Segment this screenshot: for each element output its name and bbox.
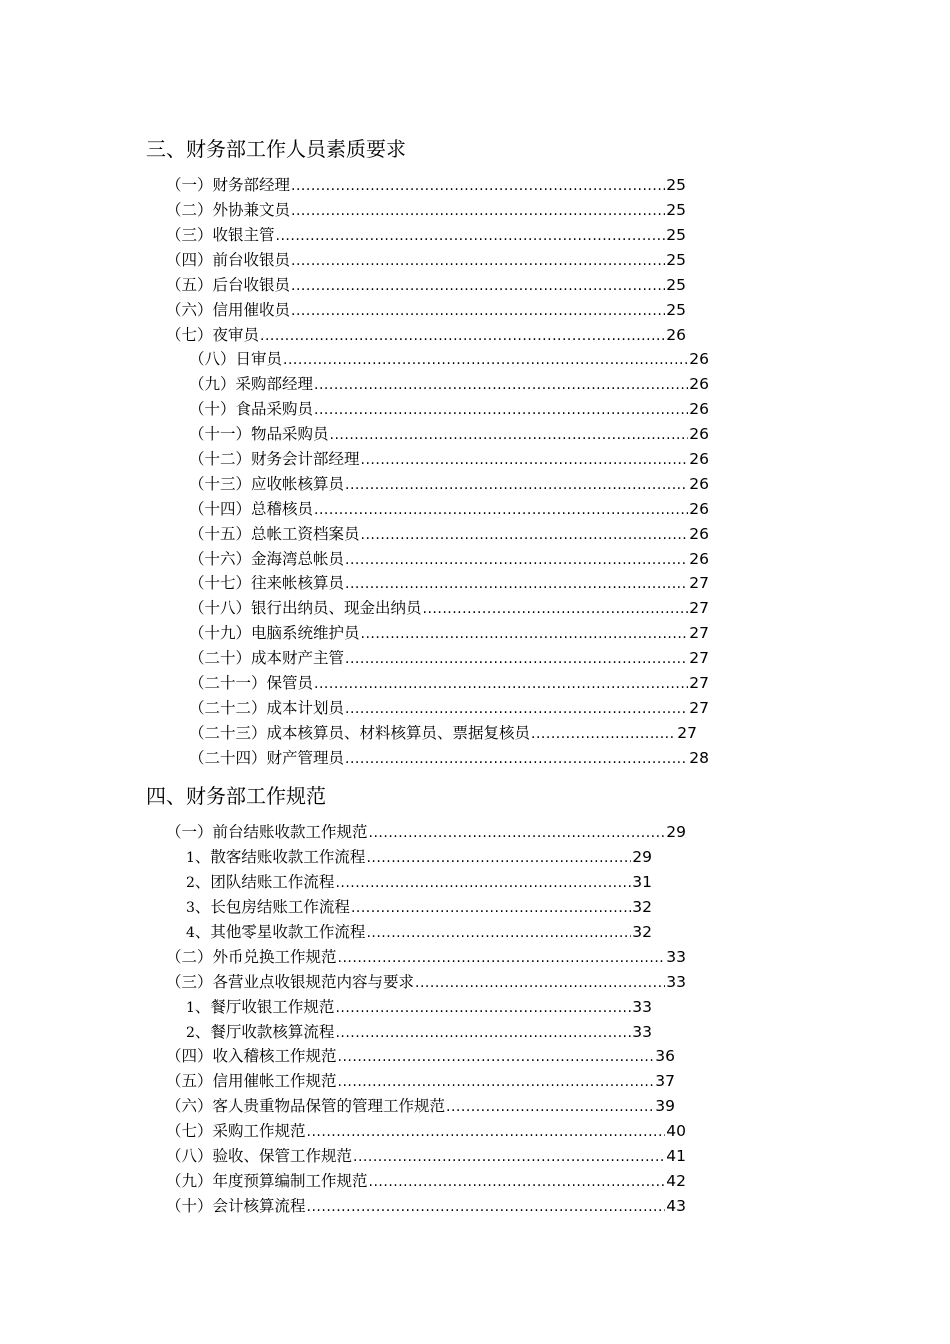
dot-leader <box>345 696 688 722</box>
toc-entry-number: 2 <box>186 875 195 891</box>
toc-entry-label: （四）收入稽核工作规范 <box>166 1047 337 1065</box>
toc-entry[interactable] <box>166 173 686 198</box>
toc-entry-page: 26 <box>689 450 709 468</box>
toc-entry[interactable] <box>166 1144 686 1169</box>
toc-entry-page: 32 <box>632 898 652 916</box>
toc-entry-page: 26 <box>689 500 709 518</box>
toc-entry-label: （九）采购部经理 <box>189 375 314 393</box>
dot-leader <box>415 970 665 996</box>
toc-entry-page: 28 <box>689 749 709 767</box>
toc-entry[interactable] <box>189 547 709 572</box>
toc-entry-page: 27 <box>689 599 709 617</box>
toc-entry[interactable] <box>166 198 686 223</box>
dot-leader <box>345 472 688 498</box>
dot-leader <box>314 497 688 523</box>
dot-leader <box>345 646 688 672</box>
toc-entry-label: 1、餐厅收银工作规范 <box>186 998 335 1016</box>
toc-entry-label: 3、长包房结账工作流程 <box>186 898 350 916</box>
toc-entry[interactable] <box>166 1194 686 1219</box>
toc-entry[interactable] <box>166 273 686 298</box>
toc-entry[interactable] <box>189 621 709 646</box>
toc-entry-page: 26 <box>666 326 686 344</box>
toc-entry-page: 25 <box>666 301 686 319</box>
toc-entry-label: （九）年度预算编制工作规范 <box>166 1172 368 1190</box>
dot-leader <box>307 1119 666 1145</box>
dot-leader <box>351 895 631 921</box>
dot-leader <box>291 248 665 274</box>
dot-leader <box>307 1194 666 1220</box>
toc-entry[interactable] <box>166 1069 675 1094</box>
toc-entry-page: 33 <box>632 998 652 1016</box>
dot-leader <box>366 920 631 946</box>
toc-entry[interactable] <box>186 920 652 945</box>
toc-entry-label: （二）外协兼文员 <box>166 201 291 219</box>
toc-entry-label: （三）各营业点收银规范内容与要求 <box>166 973 415 991</box>
toc-entry-page: 26 <box>689 550 709 568</box>
dot-leader <box>314 372 688 398</box>
toc-entry-label: 1、散客结账收款工作流程 <box>186 848 366 866</box>
toc-entry-number: 1 <box>186 850 195 866</box>
dot-leader <box>314 671 688 697</box>
dot-leader <box>446 1094 654 1120</box>
toc-entry[interactable] <box>189 372 709 397</box>
toc-entry[interactable] <box>186 845 652 870</box>
toc-entry-label: （八）验收、保管工作规范 <box>166 1147 353 1165</box>
toc-entry-number: 3 <box>186 900 195 916</box>
toc-entry-page: 37 <box>655 1072 675 1090</box>
toc-entry[interactable] <box>166 945 686 970</box>
toc-entry[interactable] <box>189 347 709 372</box>
dot-leader <box>291 273 665 299</box>
section-heading: 三、财务部工作人员素质要求 <box>146 137 406 161</box>
toc-entry[interactable] <box>189 671 709 696</box>
toc-entry-page: 25 <box>666 201 686 219</box>
toc-entry[interactable] <box>166 1044 675 1069</box>
toc-entry[interactable] <box>166 820 686 845</box>
toc-entry-label: （一）前台结账收款工作规范 <box>166 823 368 841</box>
dot-leader <box>335 870 631 896</box>
dot-leader <box>291 198 665 224</box>
dot-leader <box>345 547 688 573</box>
dot-leader <box>531 721 676 747</box>
toc-entry[interactable] <box>189 447 709 472</box>
toc-entry-label: （八）日审员 <box>189 350 283 368</box>
toc-entry-label: （四）前台收银员 <box>166 251 291 269</box>
toc-entry[interactable] <box>166 1094 675 1119</box>
toc-entry-label: 2、团队结账工作流程 <box>186 873 335 891</box>
dot-leader <box>330 422 689 448</box>
toc-entry-label: （二十）成本财产主管 <box>189 649 345 667</box>
toc-entry[interactable] <box>189 472 709 497</box>
toc-entry-page: 29 <box>666 823 686 841</box>
toc-entry[interactable] <box>166 970 686 995</box>
toc-entry-page: 42 <box>666 1172 686 1190</box>
dot-leader <box>353 1144 665 1170</box>
toc-entry[interactable] <box>166 248 686 273</box>
toc-entry-page: 26 <box>689 525 709 543</box>
toc-entry-page: 43 <box>666 1197 686 1215</box>
dot-leader <box>369 820 666 846</box>
dot-leader <box>366 845 631 871</box>
toc-entry-page: 36 <box>655 1047 675 1065</box>
toc-entry-page: 25 <box>666 251 686 269</box>
toc-entry-label: （十六）金海湾总帐员 <box>189 550 345 568</box>
dot-leader <box>345 746 688 772</box>
toc-entry-label: （五）信用催帐工作规范 <box>166 1072 337 1090</box>
toc-entry[interactable] <box>166 323 686 348</box>
section-heading: 四、财务部工作规范 <box>146 784 326 808</box>
toc-entry-page: 33 <box>632 1023 652 1041</box>
toc-entry[interactable] <box>166 1119 686 1144</box>
toc-entry-page: 25 <box>666 176 686 194</box>
dot-leader <box>335 995 631 1021</box>
toc-entry-page: 26 <box>689 350 709 368</box>
toc-entry-page: 33 <box>666 973 686 991</box>
toc-entry-label: （十）食品采购员 <box>189 400 314 418</box>
toc-entry-page: 27 <box>689 674 709 692</box>
dot-leader <box>361 621 689 647</box>
toc-entry-number: 1 <box>186 1000 195 1016</box>
toc-entry[interactable] <box>189 596 709 621</box>
toc-entry-label: （三）收银主管 <box>166 226 275 244</box>
toc-entry[interactable] <box>189 571 709 596</box>
toc-entry-number: 2 <box>186 1025 195 1041</box>
toc-entry[interactable] <box>186 1020 652 1045</box>
toc-entry-label: 4、其他零星收款工作流程 <box>186 923 366 941</box>
toc-entry-label: （十五）总帐工资档案员 <box>189 525 360 543</box>
toc-entry-number: 4 <box>186 925 195 941</box>
toc-entry-label: （十四）总稽核员 <box>189 500 314 518</box>
toc-entry-label: （二十一）保管员 <box>189 674 314 692</box>
dot-leader <box>338 945 666 971</box>
dot-leader <box>260 323 665 349</box>
dot-leader <box>369 1169 666 1195</box>
toc-entry-label: （六）信用催收员 <box>166 301 291 319</box>
toc-entry[interactable] <box>189 497 709 522</box>
toc-entry-label: （二十四）财产管理员 <box>189 749 345 767</box>
toc-entry-label: （十二）财务会计部经理 <box>189 450 360 468</box>
toc-entry-label: （二十二）成本计划员 <box>189 699 345 717</box>
toc-entry-page: 27 <box>689 649 709 667</box>
toc-entry[interactable] <box>186 870 652 895</box>
toc-entry-page: 32 <box>632 923 652 941</box>
toc-entry-page: 31 <box>632 873 652 891</box>
toc-entry[interactable] <box>166 1169 686 1194</box>
toc-entry-label: （十一）物品采购员 <box>189 425 329 443</box>
toc-entry[interactable] <box>189 696 709 721</box>
toc-entry-label: （十三）应收帐核算员 <box>189 475 345 493</box>
toc-entry-page: 27 <box>677 724 697 742</box>
toc-entry-page: 26 <box>689 475 709 493</box>
dot-leader <box>338 1044 655 1070</box>
toc-entry-label: （十七）往来帐核算员 <box>189 574 345 592</box>
dot-leader <box>335 1020 631 1046</box>
dot-leader <box>338 1069 655 1095</box>
toc-entry-page: 26 <box>689 425 709 443</box>
toc-entry[interactable] <box>189 746 709 771</box>
toc-entry-page: 26 <box>689 375 709 393</box>
toc-entry[interactable] <box>166 298 686 323</box>
toc-entry-label: （二十三）成本核算员、材料核算员、票据复核员 <box>189 724 531 742</box>
toc-entry-page: 27 <box>689 624 709 642</box>
toc-entry[interactable] <box>189 646 709 671</box>
toc-entry-page: 27 <box>689 574 709 592</box>
toc-entry-page: 26 <box>689 400 709 418</box>
toc-entry-page: 27 <box>689 699 709 717</box>
dot-leader <box>361 447 689 473</box>
dot-leader <box>291 298 665 324</box>
toc-entry[interactable] <box>189 422 709 447</box>
toc-entry-label: 2、餐厅收款核算流程 <box>186 1023 335 1041</box>
toc-entry[interactable] <box>166 223 686 248</box>
toc-entry-page: 25 <box>666 276 686 294</box>
toc-entry-label: （十）会计核算流程 <box>166 1197 306 1215</box>
toc-entry-label: （五）后台收银员 <box>166 276 291 294</box>
dot-leader <box>361 522 689 548</box>
dot-leader <box>291 173 665 199</box>
dot-leader <box>314 397 688 423</box>
toc-entry-page: 40 <box>666 1122 686 1140</box>
toc-entry-label: （一）财务部经理 <box>166 176 291 194</box>
dot-leader <box>283 347 688 373</box>
toc-entry[interactable] <box>189 397 709 422</box>
toc-entry-label: （二）外币兑换工作规范 <box>166 948 337 966</box>
toc-entry-page: 25 <box>666 226 686 244</box>
toc-entry-page: 33 <box>666 948 686 966</box>
dot-leader <box>345 571 688 597</box>
toc-entry[interactable] <box>186 995 652 1020</box>
toc-entry-label: （七）采购工作规范 <box>166 1122 306 1140</box>
toc-entry[interactable] <box>189 522 709 547</box>
dot-leader <box>423 596 689 622</box>
toc-entry-label: （六）客人贵重物品保管的管理工作规范 <box>166 1097 446 1115</box>
dot-leader <box>276 223 666 249</box>
toc-entry[interactable] <box>186 895 652 920</box>
toc-entry-label: （十九）电脑系统维护员 <box>189 624 360 642</box>
toc-entry-label: （七）夜审员 <box>166 326 260 344</box>
toc-entry-page: 41 <box>666 1147 686 1165</box>
toc-entry-page: 29 <box>632 848 652 866</box>
toc-entry-page: 39 <box>655 1097 675 1115</box>
toc-entry[interactable] <box>189 721 697 746</box>
toc-entry-label: （十八）银行出纳员、现金出纳员 <box>189 599 422 617</box>
